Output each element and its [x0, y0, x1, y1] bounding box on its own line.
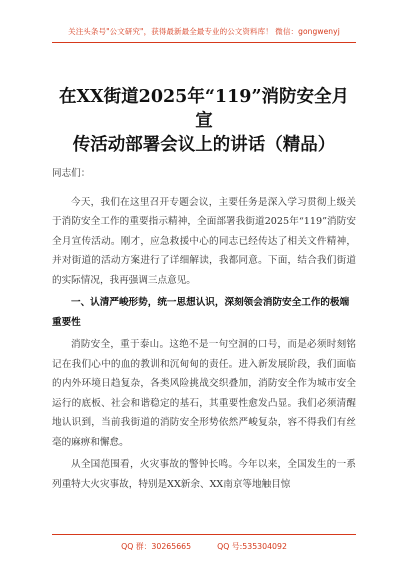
title-line-2: 传活动部署会议上的讲话（精品） [72, 135, 336, 155]
header-banner: 关注头条号"公文研究"，获得最新最全最专业的公文资料库！ 微信：gongwenyj [68, 27, 340, 36]
section-heading: 一、认清严峻形势，统一思想认识，深刻领会消防安全工作的极端重要性 [52, 297, 350, 328]
title-line-1: 在XX街道2025年“119”消防安全月宣 [58, 87, 350, 131]
footer-qq-number: QQ 号:535304092 [217, 542, 287, 551]
section-paragraph: 消防安全，重于泰山。这绝不是一句空洞的口号，而是必须时刻铭记在我们心中的血的教训和沉甸甸的责任。进入新发展阶段，我们面临的内外环境日趋复杂，各类风险挑战交织叠加，消防安全作为城市安全运行的底板、社会和谐稳定的基石，其重要性愈发凸显。我们必须清醒地认识到，当前我街道的消防安全形势依然严峻复杂，容不得我们有丝毫的麻痹和懈怠。 [52, 339, 356, 448]
footer-contact [52, 534, 356, 552]
document-body [52, 164, 356, 494]
salutation: 同志们： [52, 168, 91, 179]
intro-paragraph: 今天，我们在这里召开专题会议，主要任务是深入学习贯彻上级关于消防安全工作的重要指示精神，全面部署我街道2025年“119”消防安全月宣传活动。刚才，应急救援中心的同志已经传达了相关文件精神，并对街道的活动方案进行了详细解读，我都同意。下面，结合我们街道的实际情况，我再强调三点意见。 [52, 196, 356, 286]
document-title [52, 85, 356, 157]
section-paragraph: 从全国范围看，火灾事故的警钟长鸣。今年以来，全国发生的一系列重特大火灾事故，特别是XX新余、XX南京等地触目惊 [52, 459, 356, 490]
header-divider [52, 42, 356, 43]
footer-qq-group: QQ 群：30265665 [121, 542, 192, 551]
